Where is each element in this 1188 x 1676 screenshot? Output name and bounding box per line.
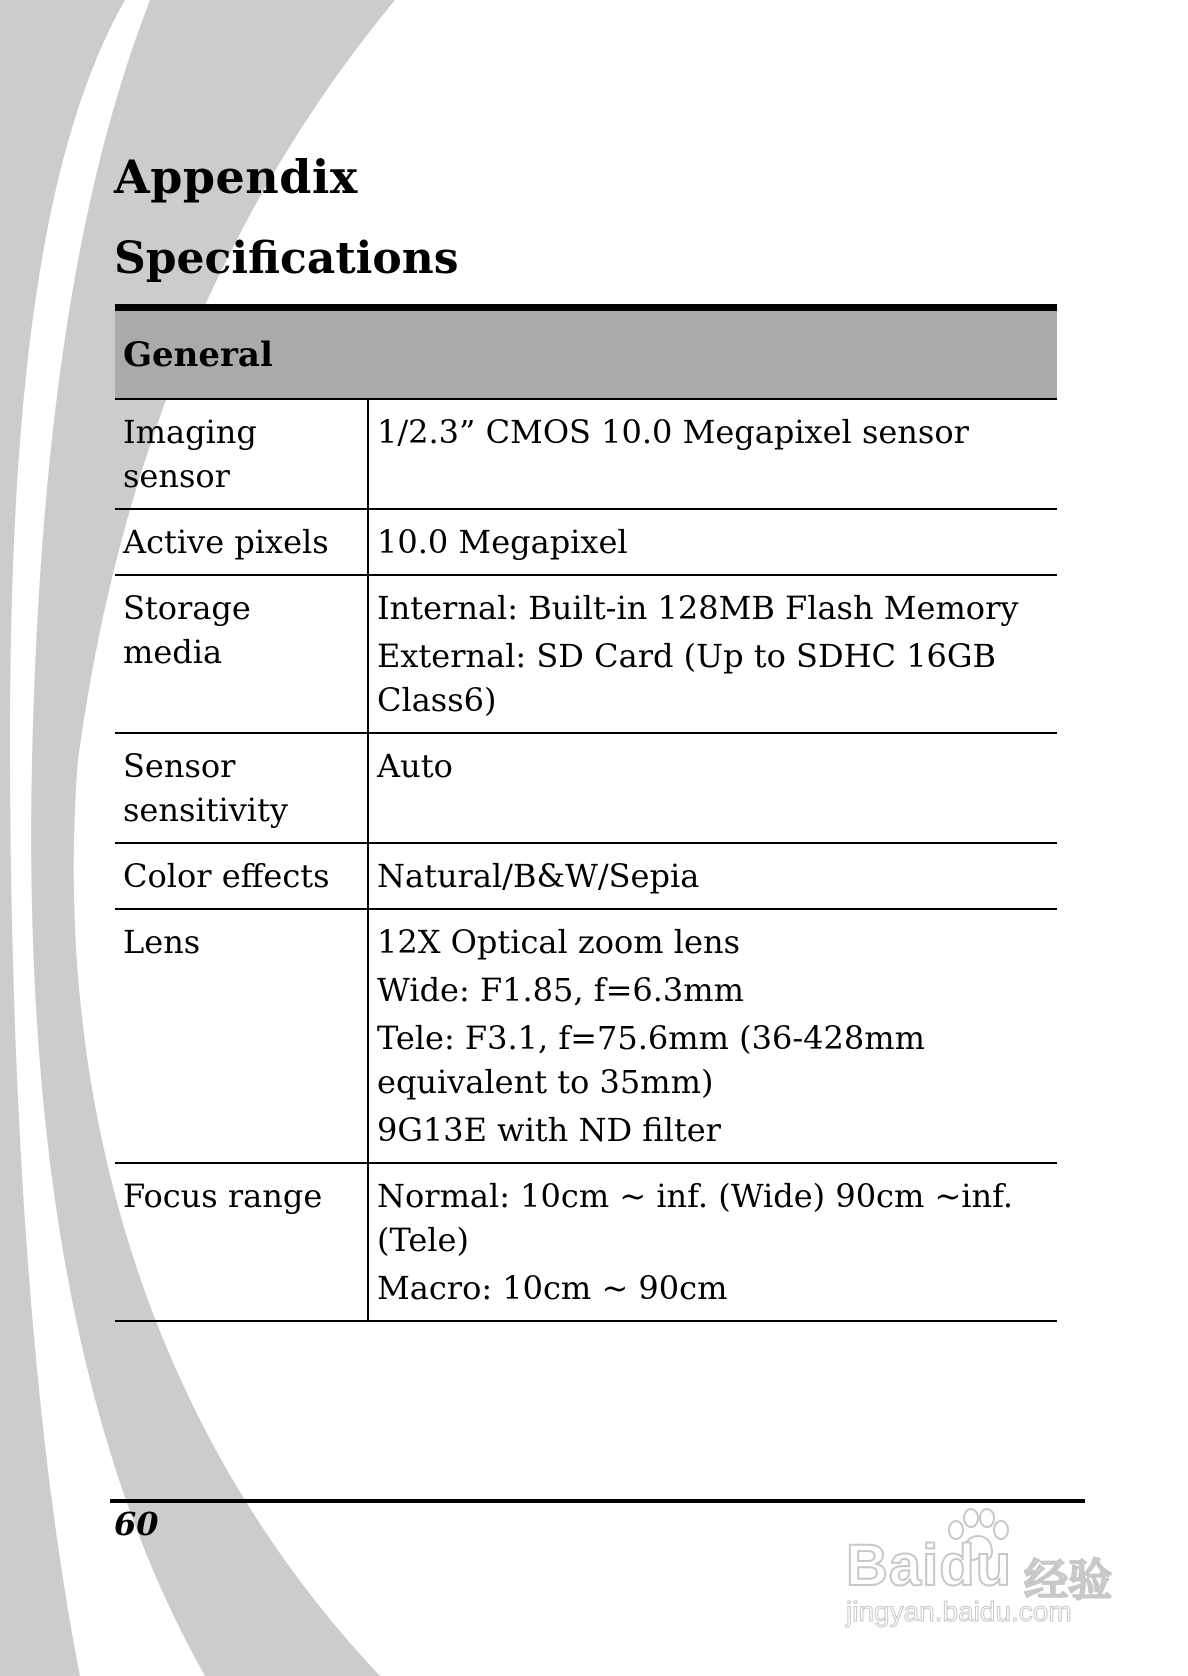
- value-line: Normal: 10cm ~ inf. (Wide) 90cm ~inf. (Tele): [377, 1177, 1014, 1259]
- table-row: [115, 399, 1057, 509]
- value-line: Natural/B&W/Sepia: [377, 857, 700, 895]
- specifications-table: [115, 304, 1057, 1322]
- row-value: [368, 575, 1057, 733]
- row-label: Active pixels: [115, 509, 368, 575]
- row-value: [368, 399, 1057, 509]
- footer-divider: [110, 1499, 1085, 1503]
- row-label: Focus range: [115, 1163, 368, 1321]
- table-section-header: General: [115, 308, 1057, 400]
- value-line: Wide: F1.85, f=6.3mm: [377, 971, 744, 1009]
- page-number: 60: [114, 1505, 159, 1543]
- table-row: [115, 733, 1057, 843]
- table-section-row: [115, 308, 1057, 400]
- row-label: Storage media: [115, 575, 368, 733]
- section-heading: Specifications: [114, 233, 459, 284]
- value-line: External: SD Card (Up to SDHC 16GB Class6): [377, 637, 996, 719]
- baidu-watermark: [846, 1508, 1126, 1628]
- watermark-url: jingyan.baidu.com: [846, 1596, 1072, 1627]
- page-heading: Appendix: [114, 150, 358, 204]
- table-row: [115, 1163, 1057, 1321]
- row-value: [368, 909, 1057, 1163]
- watermark-brand: Baidu: [846, 1533, 1013, 1598]
- value-line: 1/2.3” CMOS 10.0 Megapixel sensor: [377, 413, 969, 451]
- row-label: Lens: [115, 909, 368, 1163]
- value-line: 12X Optical zoom lens: [377, 923, 740, 961]
- table-row: [115, 909, 1057, 1163]
- value-line: 10.0 Megapixel: [377, 523, 628, 561]
- value-line: Tele: F3.1, f=75.6mm (36-428mm equivalent to 35mm): [377, 1019, 925, 1101]
- row-value: [368, 1163, 1057, 1321]
- value-line: Macro: 10cm ~ 90cm: [377, 1269, 728, 1307]
- row-value: [368, 509, 1057, 575]
- table-row: [115, 509, 1057, 575]
- table-row: [115, 575, 1057, 733]
- value-line: Auto: [377, 747, 453, 785]
- watermark-chinese: 经验: [1024, 1555, 1112, 1606]
- row-value: [368, 733, 1057, 843]
- row-label: Sensor sensitivity: [115, 733, 368, 843]
- row-label: Imaging sensor: [115, 399, 368, 509]
- value-line: Internal: Built-in 128MB Flash Memory: [377, 589, 1019, 627]
- table-row: [115, 843, 1057, 909]
- row-value: [368, 843, 1057, 909]
- row-label: Color effects: [115, 843, 368, 909]
- value-line: 9G13E with ND filter: [377, 1111, 721, 1149]
